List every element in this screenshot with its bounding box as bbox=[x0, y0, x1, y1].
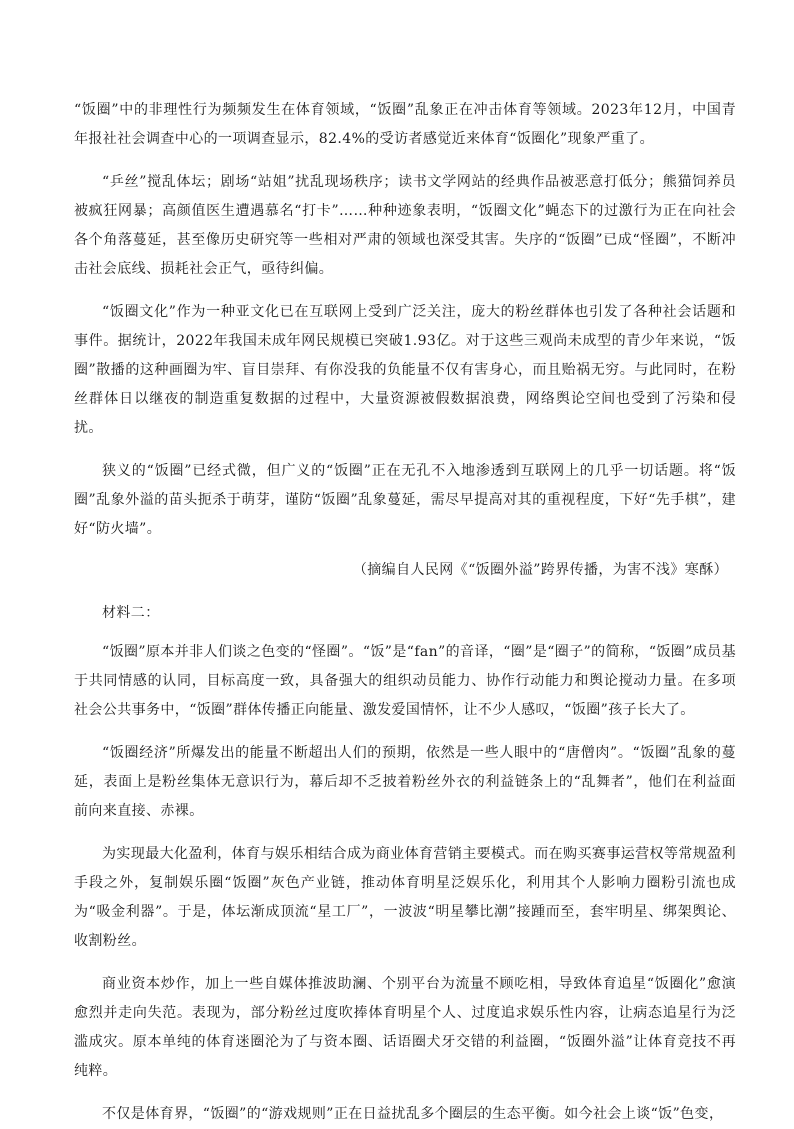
paragraph: 不仅是体育界，“饭圈”的“游戏规则”正在日益扰乱多个圈层的生态平衡。如今社会上谈“饭”色变， bbox=[102, 1106, 724, 1122]
paragraph: “饭圈”中的非理性行为频频发生在体育领域，“饭圈”乱象正在冲击体育等领域。2023年12月，中国青年报社社会调查中心的一项调查显示，82.4%的受访者感觉近来体育“饭圈化”现象严重了。 bbox=[74, 102, 736, 147]
paragraph: 狭义的“饭圈”已经式微，但广义的“饭圈”正在无孔不入地渗透到互联网上的几乎一切话题。将“饭圈”乱象外溢的苗头扼杀于萌芽，谨防“饭圈”乱象蔓延，需尽早提高对其的重视程度，下好“先手棋”，建好“防火墙”。 bbox=[74, 463, 736, 537]
material-two-section bbox=[74, 599, 736, 1129]
paragraph: 商业资本炒作，加上一些自媒体推波助澜、个别平台为流量不顾吃相，导致体育追星“饭圈化”愈演愈烈并走向失范。表现为，部分粉丝过度吹捧体育明星个人、过度追求娱乐性内容，让病态追星行为泛滥成灾。原本单纯的体育迷圈沦为了与资本圈、话语圈犬牙交错的利益圈，“饭圈外溢”让体育竞技不再纯粹。 bbox=[74, 976, 736, 1079]
paragraph: “饭圈”原本并非人们谈之色变的“怪圈”。“饭”是“fan”的音译，“圈”是“圈子”的简称，“饭圈”成员基于共同情感的认同，目标高度一致，具备强大的组织动员能力、协作行动能力和舆论搅动力量。在多项社会公共事务中，“饭圈”群体传播正向能量、激发爱国情怀，让不少人感叹，“饭圈”孩子长大了。 bbox=[74, 644, 736, 718]
paragraph: “乒丝”搅乱体坛；剧场“站姐”扰乱现场秩序；读书文学网站的经典作品被恶意打低分；熊猫饲养员被疯狂网暴；高颜值医生遭遇慕名“打卡”……种种迹象表明，“饭圈文化”蝇态下的过激行为正在向社会各个角落蔓延，甚至像历史研究等一些相对严肃的领域也深受其害。失序的“饭圈”已成“怪圈”，不断冲击社会底线、损耗社会正气，亟待纠偏。 bbox=[74, 174, 736, 277]
material-one-section bbox=[74, 96, 736, 585]
paragraph: “饭圈经济”所爆发出的能量不断超出人们的预期，依然是一些人眼中的“唐僧肉”。“饭圈”乱象的蔓延，表面上是粉丝集体无意识行为，幕后却不乏披着粉丝外衣的利益链条上的“乱舞者”，他们在利益面前向来直接、赤裸。 bbox=[74, 745, 736, 819]
paragraph: 为实现最大化盈利，体育与娱乐相结合成为商业体育营销主要模式。而在购买赛事运营权等常规盈利手段之外，复制娱乐圈“饭圈”灰色产业链，推动体育明星泛娱乐化，利用其个人影响力圈粉引流也成为“吸金利器”。于是，体坛渐成顶流“星工厂”，一波波“明星攀比潮”接踵而至，套牢明星、绑架舆论、收割粉丝。 bbox=[74, 846, 736, 949]
source-citation: （摘编自人民网《“饭圈外溢”跨界传播，为害不浅》寒酥） bbox=[352, 562, 728, 578]
paragraph: “饭圈文化”作为一种亚文化已在互联网上受到广泛关注，庞大的粉丝群体也引发了各种社会话题和事件。据统计，2022年我国未成年网民规模已突破1.93亿。对于这些三观尚未成型的青少年来说，“饭圈”散播的这种画圈为牢、盲目崇拜、有你没我的负能量不仅有害身心，而且贻祸无穷。与此同时，在粉丝群体日以继夜的制造重复数据的过程中，大量资源被假数据浪费，网络舆论空间也受到了污染和侵扰。 bbox=[74, 304, 736, 436]
section-heading: 材料二： bbox=[102, 605, 160, 621]
